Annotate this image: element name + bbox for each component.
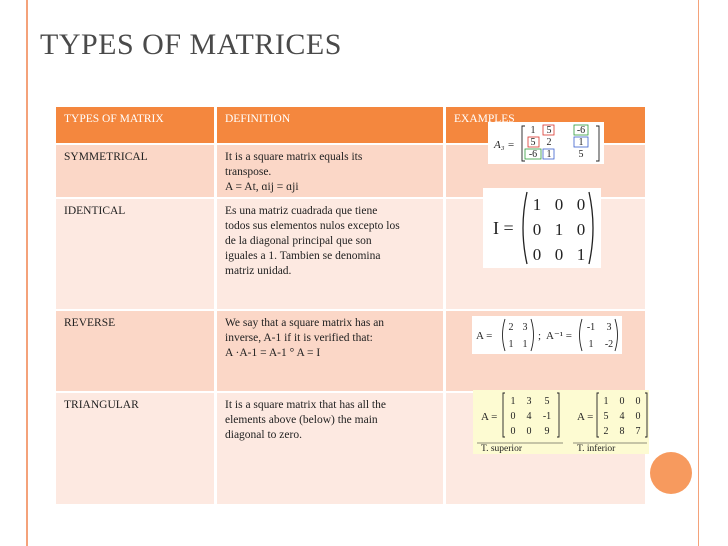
matrix-label: A⁻¹ = — [546, 330, 573, 342]
matrix-label: A₃ = — [494, 139, 515, 151]
matrix-cell: 1 — [578, 137, 584, 148]
type-label: SYMMETRICAL — [64, 151, 148, 163]
left-decorative-rule — [26, 0, 28, 546]
definition-line: todos sus elementos nulos excepto los — [225, 220, 400, 232]
symmetric-matrix-example — [488, 122, 604, 164]
matrix-cell: 2 — [603, 426, 609, 437]
matrix-cell: 3 — [526, 396, 532, 407]
separator: ; — [538, 330, 542, 342]
left-paren — [523, 192, 527, 264]
matrix-cell: 0 — [510, 411, 516, 422]
definition-line: We say that a square matrix has an — [225, 317, 385, 329]
header-definition — [217, 107, 443, 143]
matrix-cell: 0 — [576, 220, 586, 239]
definition-line: elements above (below) the main — [225, 414, 378, 426]
header-label: DEFINITION — [225, 113, 291, 125]
matrix-cell: 1 — [546, 149, 552, 160]
matrix-cell: 3 — [606, 322, 612, 333]
header-types-of-matrix — [56, 107, 214, 143]
definition-line: diagonal to zero. — [225, 429, 302, 441]
matrix-caption: T. inferior — [577, 444, 616, 454]
matrix-cell: 1 — [530, 125, 536, 136]
matrix-cell: 1 — [508, 339, 514, 350]
type-label: IDENTICAL — [64, 205, 126, 217]
matrix-cell: 0 — [526, 426, 532, 437]
definition-line: It is a square matrix that has all the — [225, 399, 386, 411]
matrix-cell: 0 — [532, 245, 542, 264]
matrix-cell: 3 — [522, 322, 528, 333]
matrix-cell: 1 — [532, 195, 542, 214]
row-symmetrical-definition — [217, 145, 443, 197]
definition-line: transpose. — [225, 166, 272, 178]
matrix-cell: 1 — [510, 396, 516, 407]
matrix-cell: 8 — [619, 426, 625, 437]
matrix-cell: 0 — [532, 220, 542, 239]
slide-title: TYPES OF MATRICES — [40, 28, 342, 61]
definition-line: It is a square matrix equals its — [225, 151, 363, 163]
matrix-cell: 0 — [619, 396, 625, 407]
definition-line: iguales a 1. Tambien se denomina — [225, 250, 381, 262]
identity-matrix-example — [483, 188, 601, 268]
inverse-matrix-example — [472, 316, 622, 354]
matrix-cell: 2 — [546, 137, 552, 148]
definition-line: inverse, A-1 if it is verified that: — [225, 332, 373, 344]
header-label: EXAMPLES — [454, 113, 515, 125]
definition-line: A ·A-1 = A-1 ° A = I — [225, 347, 321, 359]
matrix-cell: 5 — [546, 125, 552, 136]
right-decorative-rule — [698, 0, 699, 546]
row-triangular-definition — [217, 393, 443, 504]
row-reverse-definition — [217, 311, 443, 391]
matrix-cell: 5 — [578, 149, 584, 160]
matrix-cell: 2 — [508, 322, 514, 333]
matrix-cell: -1 — [586, 322, 596, 333]
matrix-cell: 0 — [635, 396, 641, 407]
matrix-cell: 1 — [588, 339, 594, 350]
triangular-matrix-example — [473, 390, 649, 454]
matrix-cell: 1 — [603, 396, 609, 407]
type-label: TRIANGULAR — [64, 399, 139, 411]
matrix-cell: 0 — [510, 426, 516, 437]
matrix-cell: -6 — [576, 125, 586, 136]
row-identical-type — [56, 199, 214, 309]
matrix-cell: 0 — [554, 245, 564, 264]
definition-line: A = At, ɑij = ɑji — [225, 181, 299, 193]
row-reverse-type — [56, 311, 214, 391]
decorative-circle — [650, 452, 692, 494]
matrix-label: A = — [476, 330, 493, 342]
matrix-cell: 1 — [554, 220, 564, 239]
matrix-cell: 0 — [554, 195, 564, 214]
matrix-cell: 0 — [635, 411, 641, 422]
right-paren — [589, 192, 593, 264]
matrix-cell: 5 — [544, 396, 550, 407]
matrix-cell: 5 — [603, 411, 609, 422]
matrix-cell: 1 — [576, 245, 586, 264]
matrix-cell: -2 — [604, 339, 614, 350]
row-triangular-type — [56, 393, 214, 504]
matrix-cell: -1 — [542, 411, 552, 422]
matrix-cell: 9 — [544, 426, 550, 437]
matrix-parens — [503, 319, 534, 351]
definition-line: Es una matriz cuadrada que tiene — [225, 205, 378, 217]
matrix-label: A = — [577, 411, 594, 423]
matrix-cell: 7 — [635, 426, 641, 437]
row-symmetrical-type — [56, 145, 214, 197]
definition-line: de la diagonal principal que son — [225, 235, 372, 247]
row-identical-definition — [217, 199, 443, 309]
matrix-caption: T. superior — [481, 444, 522, 454]
matrix-cell: 4 — [526, 411, 532, 422]
header-label: TYPES OF MATRIX — [64, 113, 164, 125]
matrix-label: A = — [481, 411, 498, 423]
matrix-cell: -6 — [528, 149, 538, 160]
matrix-cell: 0 — [576, 195, 586, 214]
definition-line: matriz unidad. — [225, 265, 292, 277]
matrix-cell: 1 — [522, 339, 528, 350]
matrix-label: I = — [493, 218, 514, 238]
matrix-cell: 4 — [619, 411, 625, 422]
matrix-cell: 5 — [530, 137, 536, 148]
type-label: REVERSE — [64, 317, 116, 329]
